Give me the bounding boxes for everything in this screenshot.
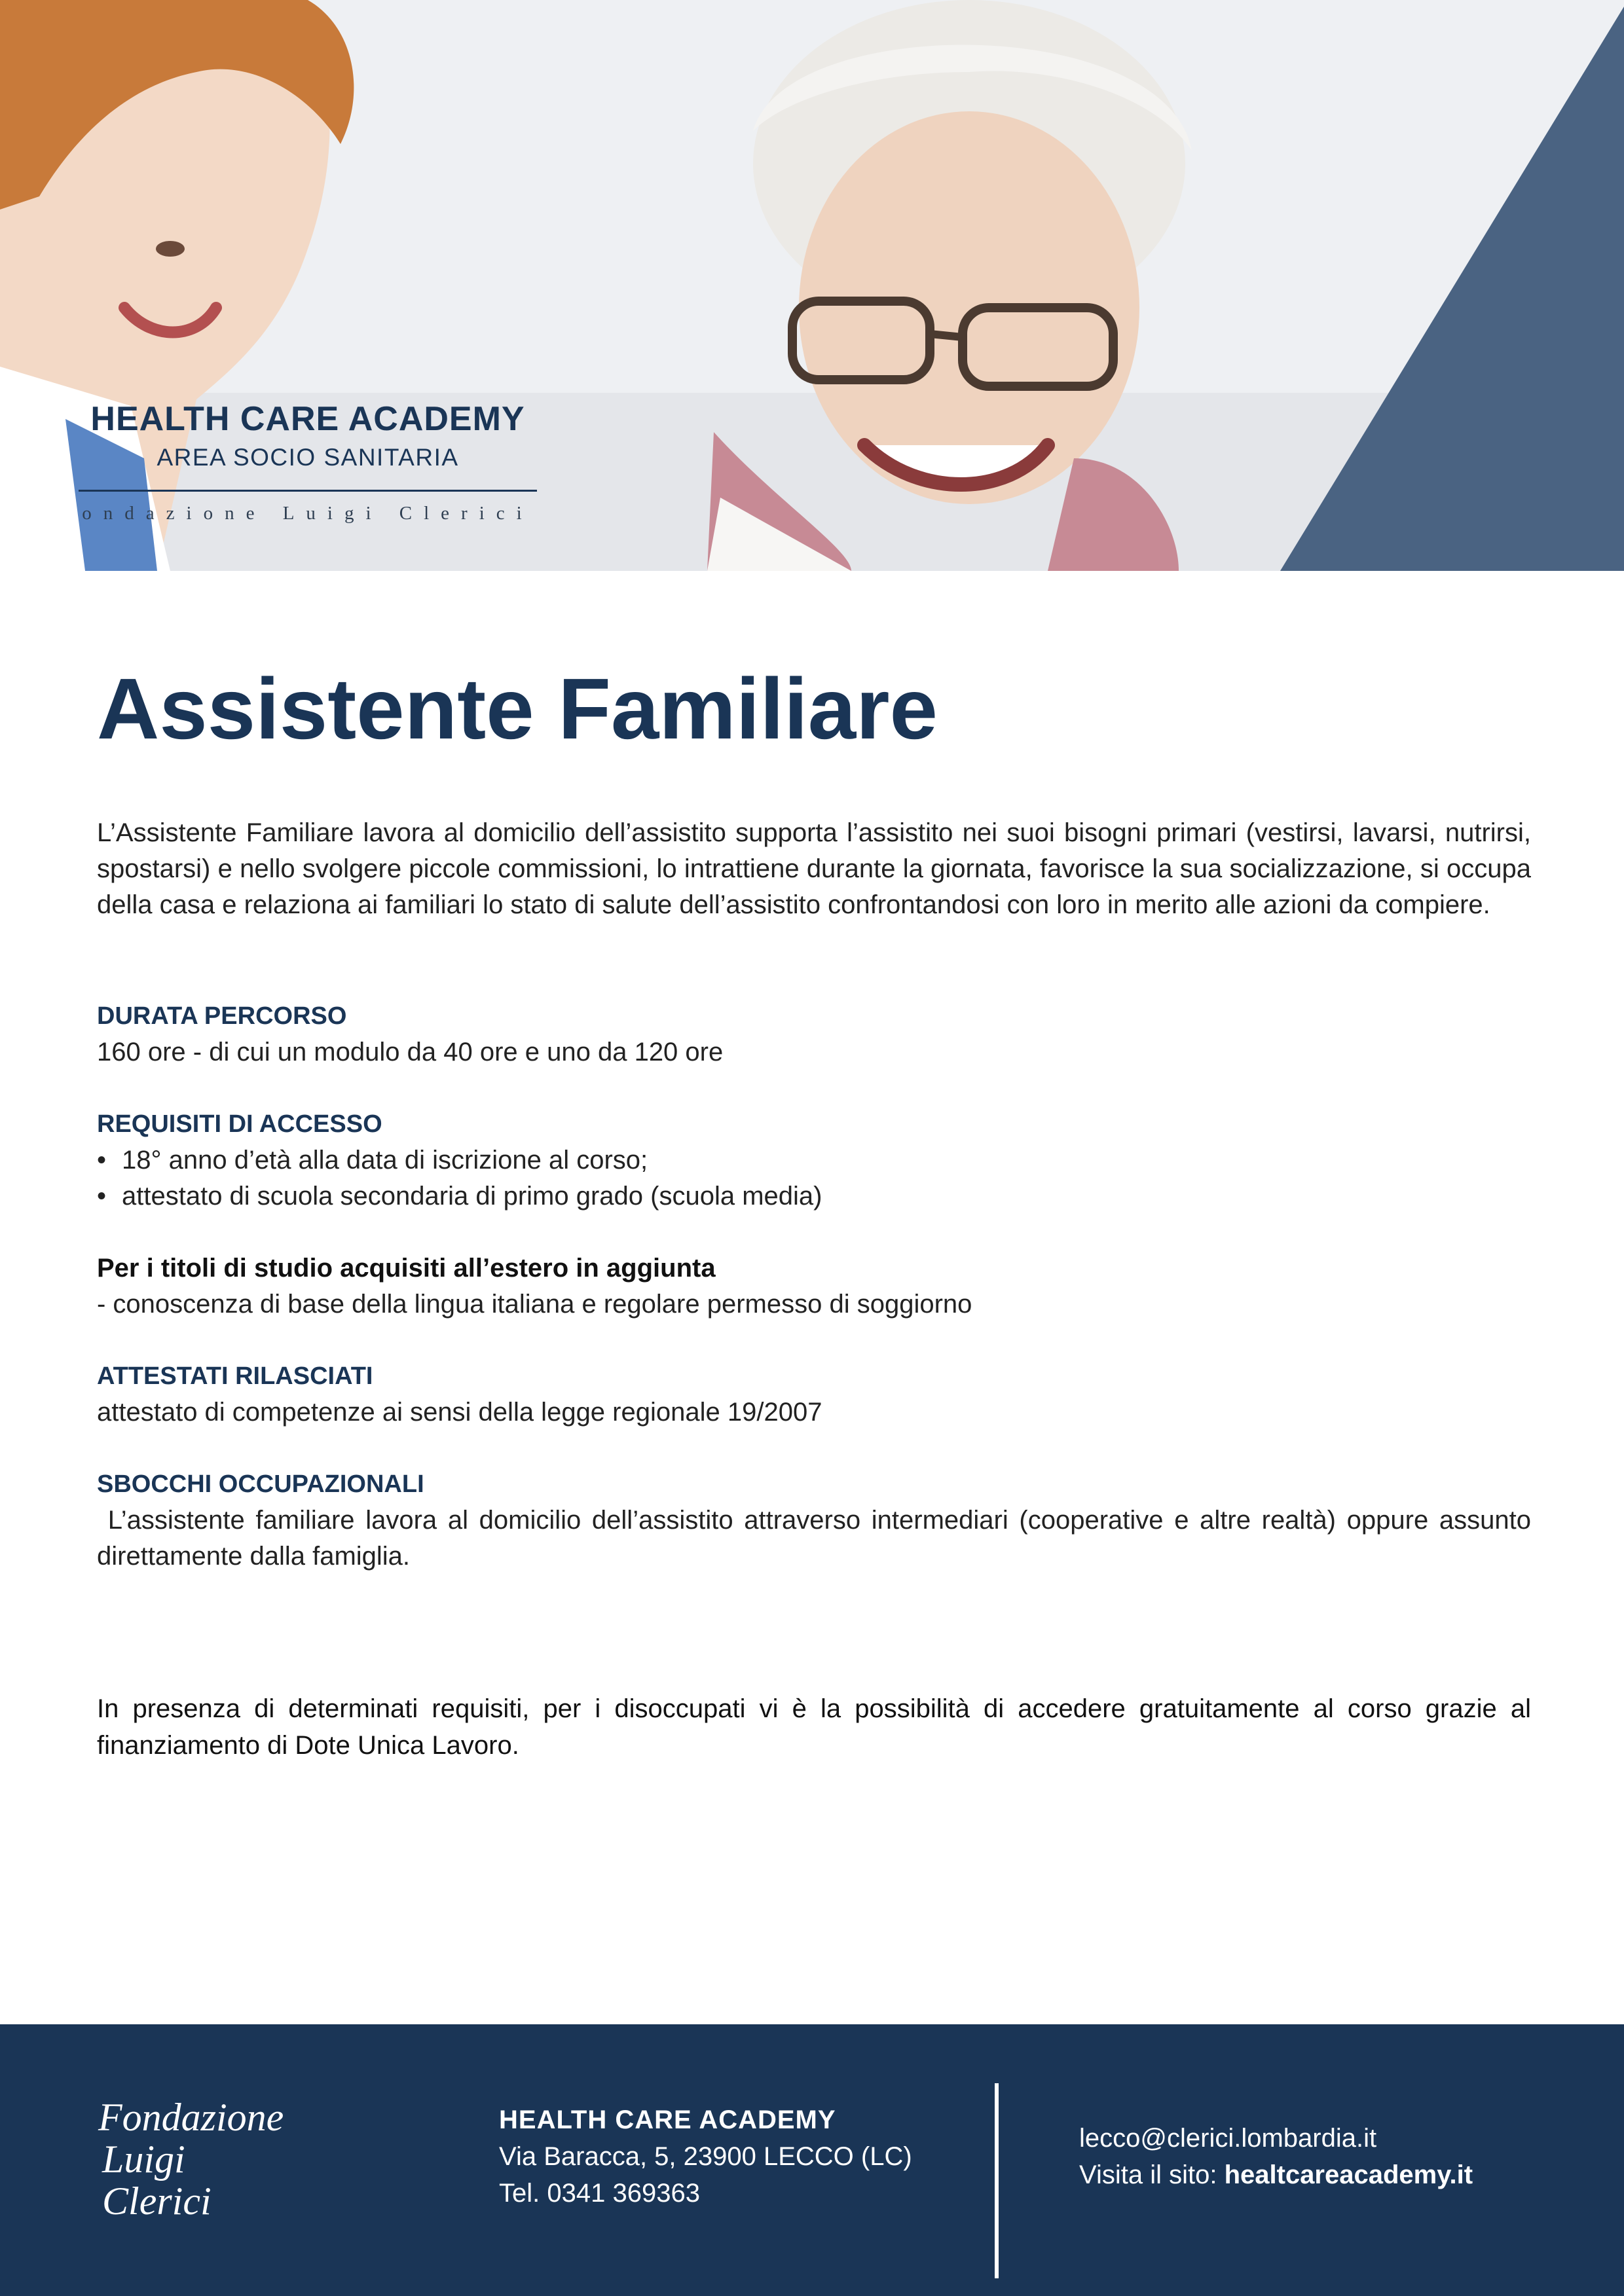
section-text: - conoscenza di base della lingua italiana e regolare permesso di soggiorno (97, 1290, 972, 1319)
section-heading: Per i titoli di studio acquisiti all’estero in aggiunta (97, 1254, 716, 1283)
bullet-icon: • (97, 1182, 107, 1211)
section-sbocchi (97, 1467, 1539, 1575)
footer-address-block (499, 2102, 912, 2212)
section-text: L’assistente familiare lavora al domicilio dell’assistito attraverso intermediari (cooperative e altre realtà) oppure assunto direttamente dalla famiglia. (97, 1506, 1539, 1571)
list-item: • attestato di scuola secondaria di primo grado (scuola media) (97, 1178, 1531, 1214)
section-text: attestato di competenze ai sensi della legge regionale 19/2007 (97, 1398, 822, 1427)
brand-block (79, 399, 537, 524)
footer-contact-block (1079, 2120, 1473, 2193)
footer-org-name: HEALTH CARE ACADEMY (499, 2105, 836, 2134)
list-item: • 18° anno d’età alla data di iscrizione al corso; (97, 1142, 1531, 1178)
section-requisiti (97, 1106, 1531, 1214)
bullet-icon: • (97, 1146, 107, 1175)
footer-divider (995, 2083, 999, 2278)
brand-foundation: ondazione Luigi Clerici (82, 503, 534, 524)
main-content (97, 661, 1539, 1760)
section-heading: REQUISITI DI ACCESSO (97, 1110, 382, 1138)
footer-phone[interactable]: Tel. 0341 369363 (499, 2179, 700, 2208)
section-durata (97, 998, 1531, 1070)
footer (0, 2024, 1624, 2296)
section-estero (97, 1250, 1531, 1322)
brand-divider (79, 490, 537, 492)
footer-site-link[interactable]: healtcareacademy.it (1224, 2160, 1473, 2189)
section-attestati (97, 1358, 1531, 1430)
hero-photo (0, 0, 1624, 571)
footer-email-link[interactable]: lecco@clerici.lombardia.it (1079, 2124, 1377, 2153)
footer-address: Via Baracca, 5, 23900 LECCO (LC) (499, 2142, 912, 2171)
hero-banner (0, 0, 1624, 571)
footer-site-line (1079, 2157, 1473, 2193)
funding-note: In presenza di determinati requisiti, per i disoccupati vi è la possibilità di accedere gratuitamente al corso grazie al finanziamento di Dote Unica Lavoro. (97, 1694, 1531, 1760)
foundation-logo: Fondazione Luigi Clerici (98, 2096, 284, 2223)
section-heading: SBOCCHI OCCUPAZIONALI (97, 1470, 424, 1498)
intro-paragraph: L’Assistente Familiare lavora al domicilio dell’assistito supporta l’assistito nei suoi bisogni primari (vestirsi, lavarsi, nutrirsi, spostarsi) e nello svolgere piccole commissioni, lo intrattiene durante la giornata, favorisce la sua socializzazione, si occupa della casa e relaziona ai familiari lo stato di salute dell’assistito confrontandosi con loro in merito alle azioni da compiere. (97, 818, 1531, 919)
section-heading: ATTESTATI RILASCIATI (97, 1362, 373, 1390)
brand-title: HEALTH CARE ACADEMY (90, 400, 525, 438)
section-heading: DURATA PERCORSO (97, 1002, 347, 1030)
section-text: 160 ore - di cui un modulo da 40 ore e uno da 120 ore (97, 1038, 724, 1066)
page-title: Assistente Familiare (97, 661, 938, 757)
brand-subtitle: AREA SOCIO SANITARIA (157, 444, 459, 471)
footer-site-label: Visita il sito: (1079, 2160, 1225, 2189)
